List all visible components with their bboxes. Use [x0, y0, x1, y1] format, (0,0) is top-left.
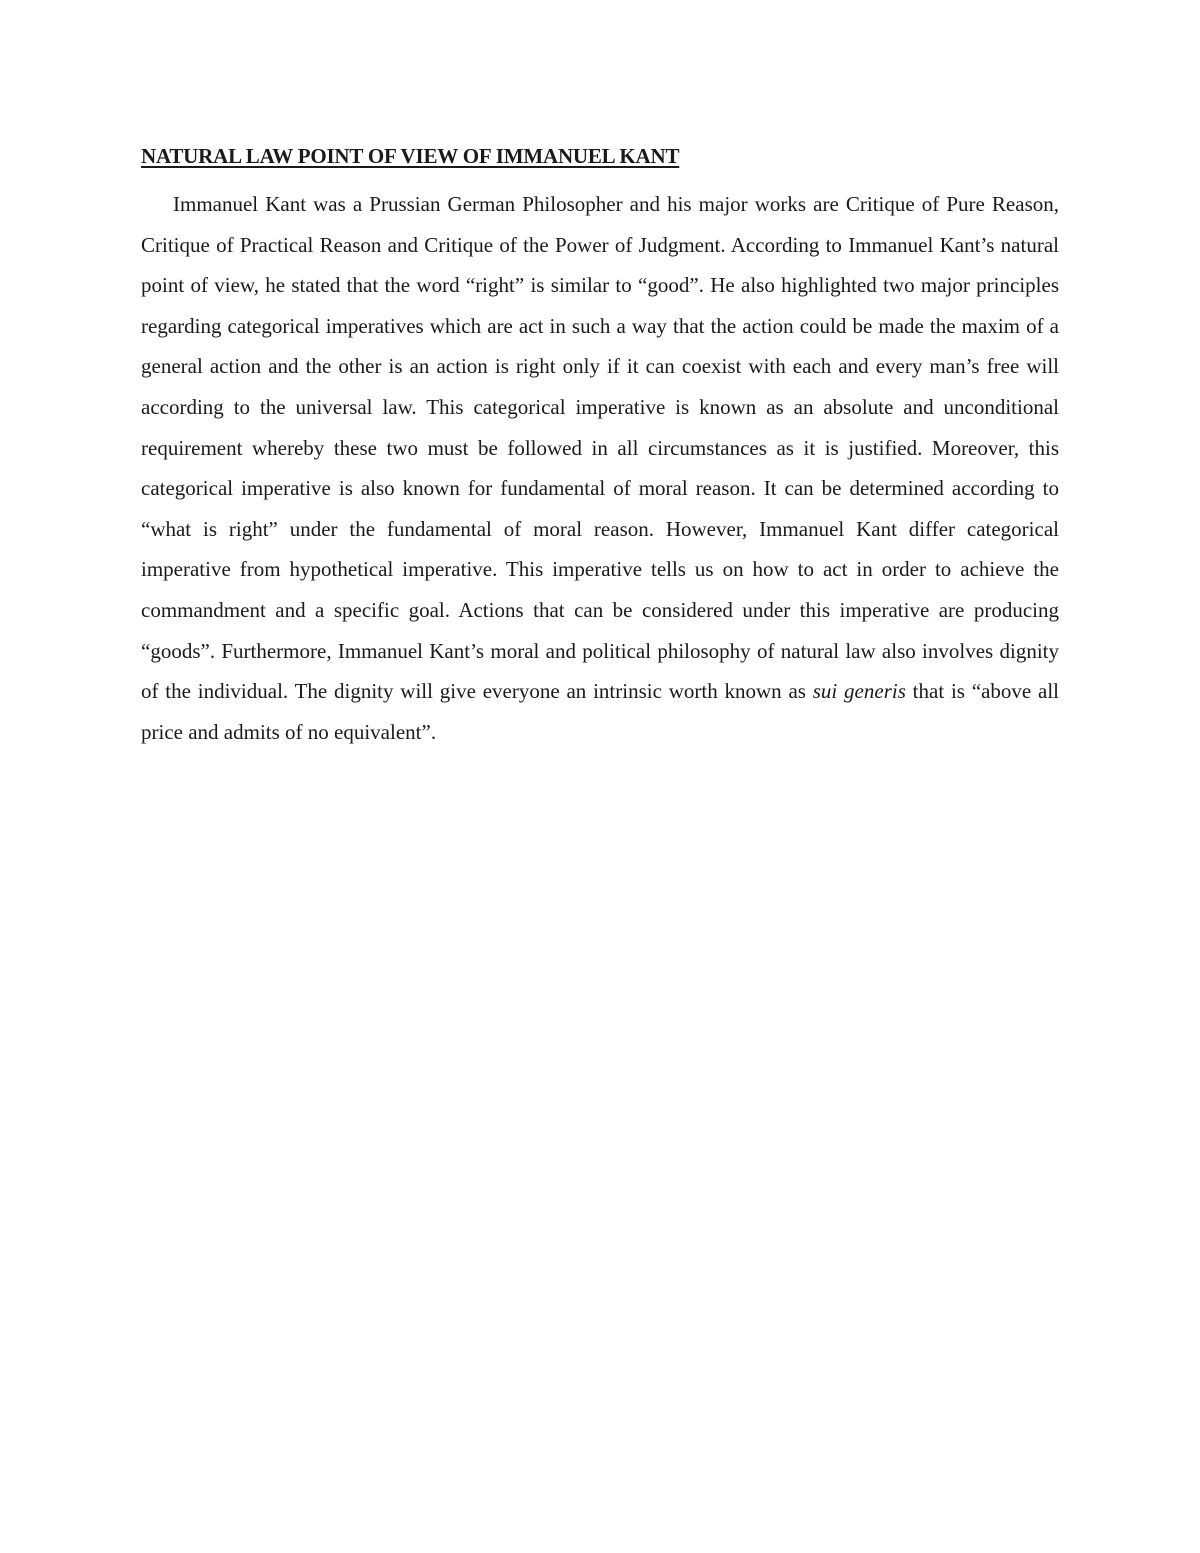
document-content [141, 142, 1059, 752]
body-paragraph [141, 184, 1059, 752]
paragraph-italic-term: sui generis [812, 679, 906, 704]
document-title: NATURAL LAW POINT OF VIEW OF IMMANUEL KANT [141, 144, 680, 168]
paragraph-text-before-italic: Immanuel Kant was a Prussian German Philosopher and his major works are Critique of Pure Reason, Critique of Practical Reason and Critique of the Power of Judgment. According to Immanuel Kant’s natural point of view, he stated that the word “right” is similar to “good”. He also highlighted two major principles regarding categorical imperatives which are act in such a way that the action could be made the maxim of a general action and the other is an action is right only if it can coexist with each and every man’s free will according to the universal law. This categorical imperative is known as an absolute and unconditional requirement whereby these two must be followed in all circumstances as it is justified. Moreover, this categorical imperative is also known for fundamental of moral reason. It can be determined according to “what is right” under the fundamental of moral reason. However, Immanuel Kant differ categorical imperative from hypothetical imperative. This imperative tells us on how to act in order to achieve the commandment and a specific goal. Actions that can be considered under this imperative are producing “goods”. Furthermore, Immanuel Kant’s moral and political philosophy of natural law also involves dignity of the individual. The dignity will give everyone an intrinsic worth known as [141, 192, 1059, 704]
paragraph-text-after-italic: that is “above all price and admits of no equivalent”. [141, 679, 1060, 744]
